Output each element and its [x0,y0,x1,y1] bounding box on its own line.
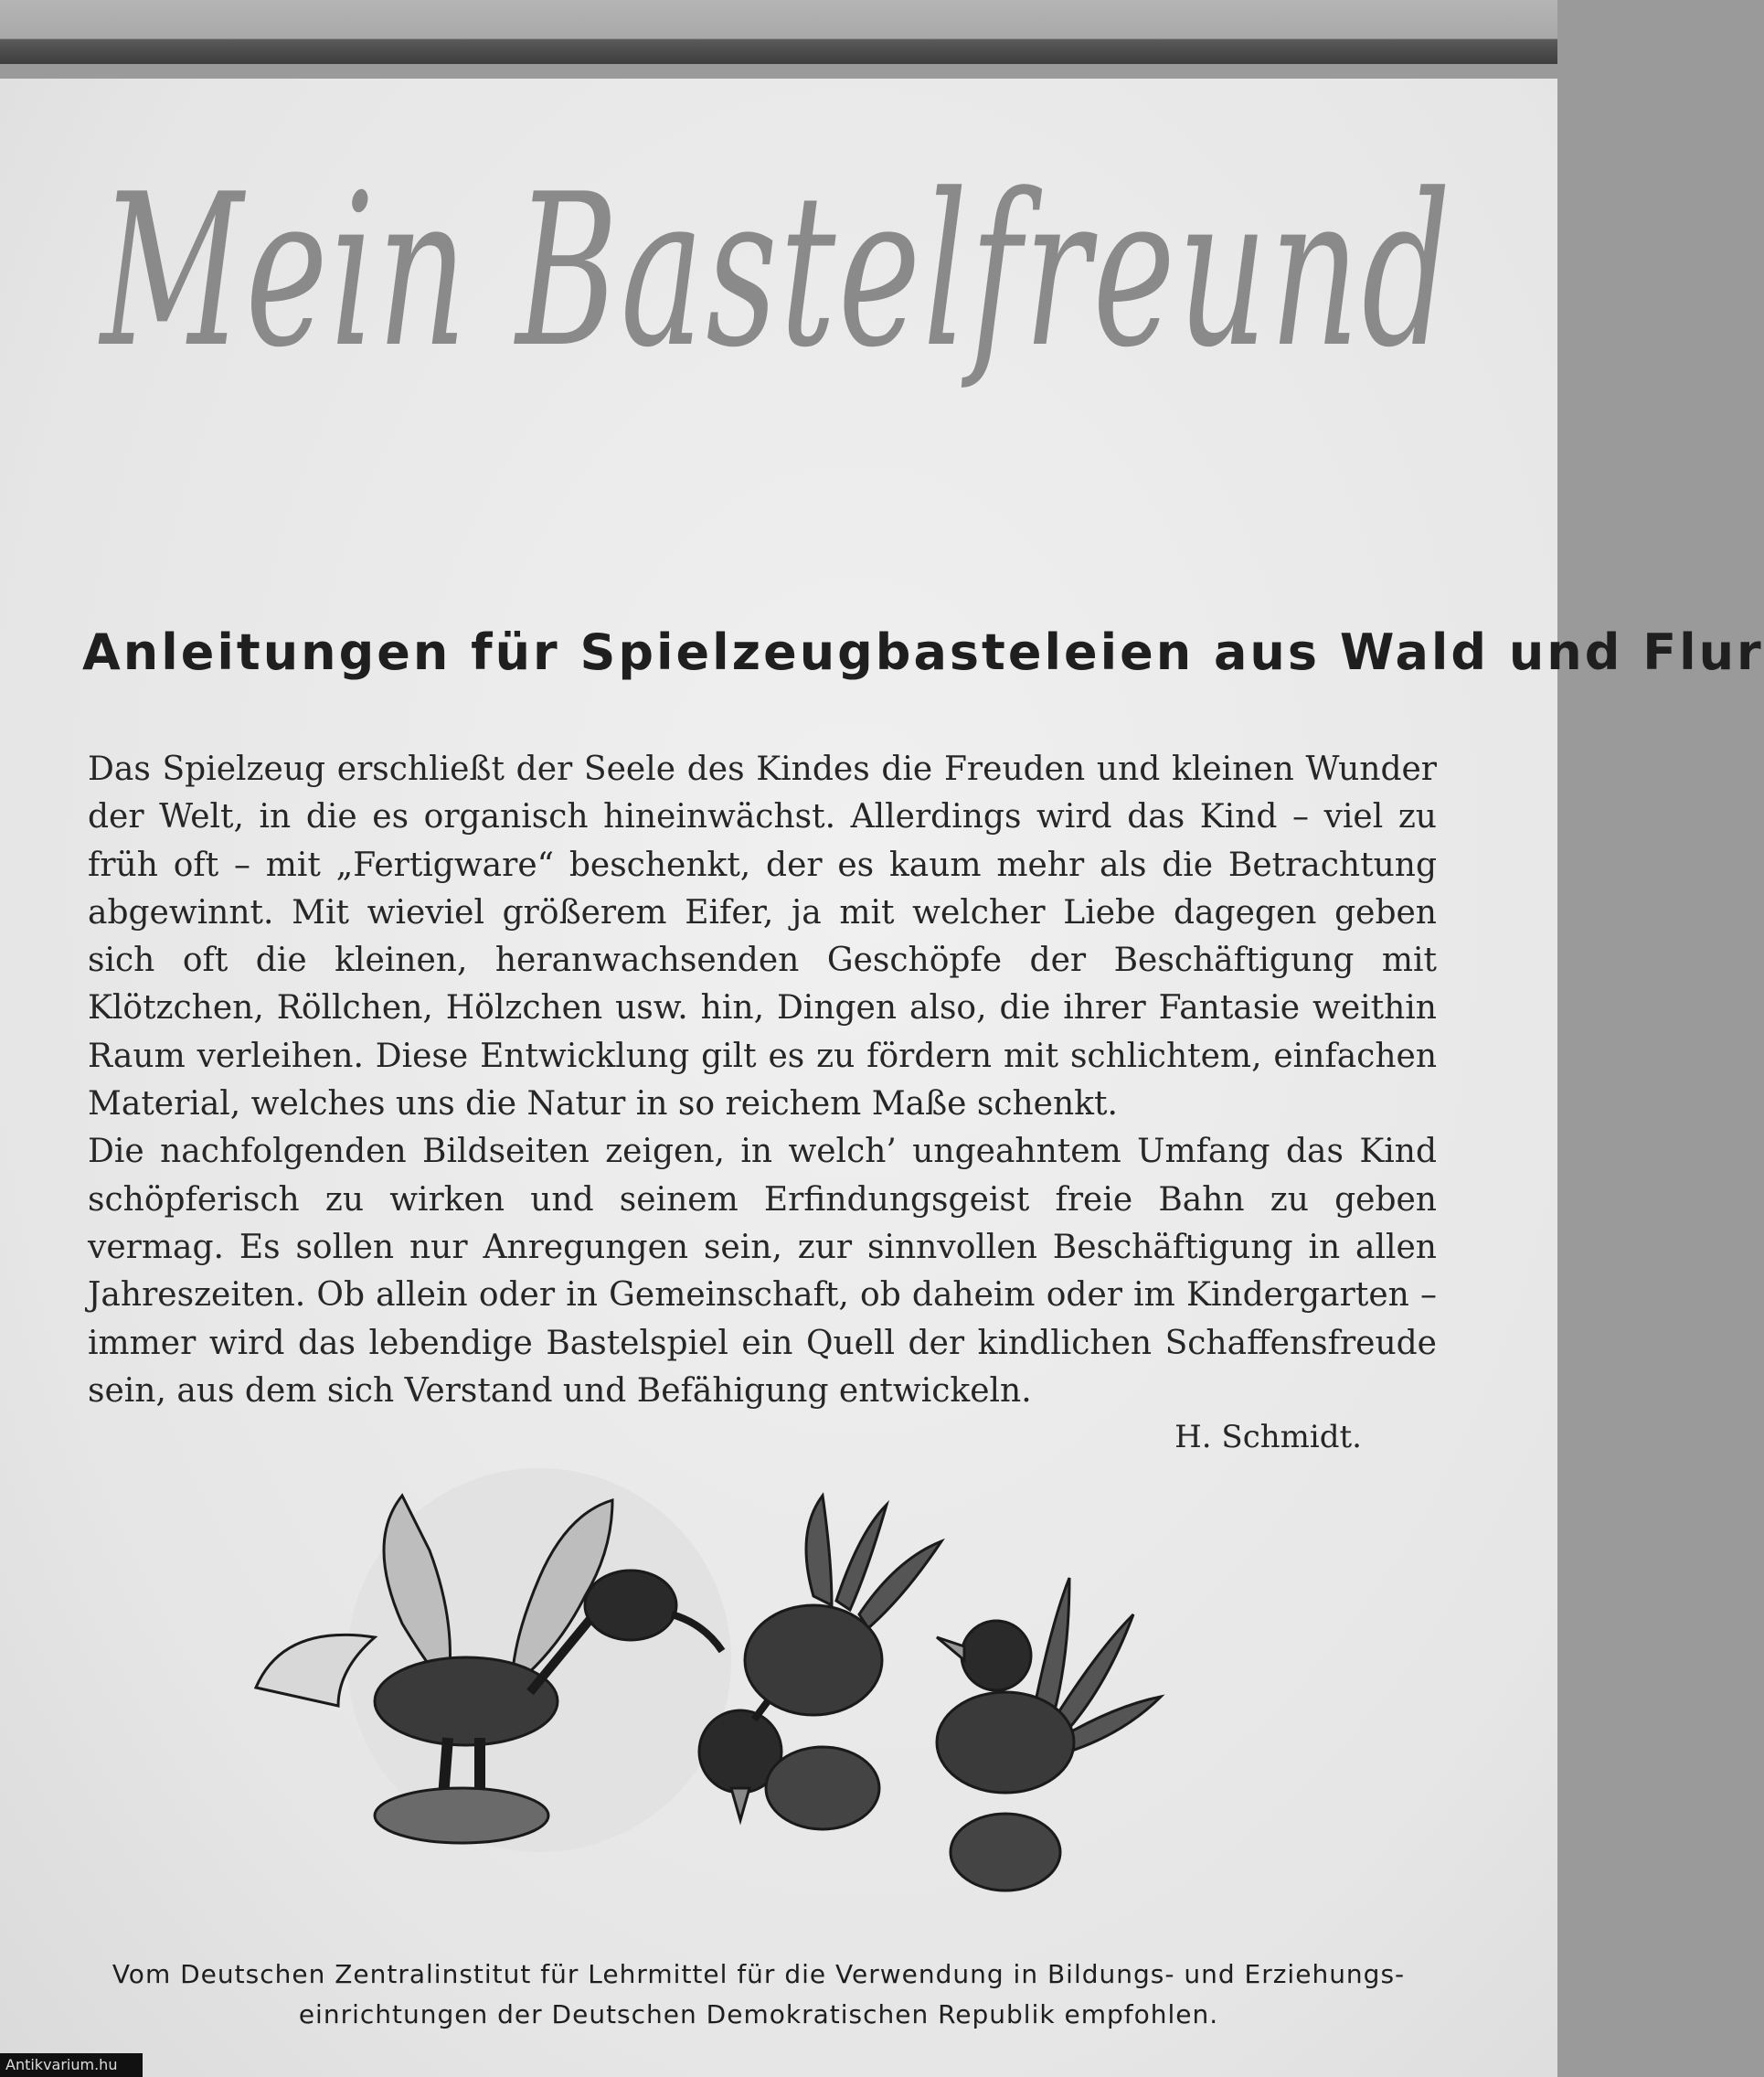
cone-base-3 [951,1814,1060,1891]
small-bird-bending [699,1496,941,1829]
subtitle: Anleitungen für Spielzeugbasteleien aus Wald und Flur [82,623,1764,681]
recommendation-line-2: einrichtungen der Deutschen Demokratischen Republik empfohlen. [298,1999,1219,2029]
bird-toys-drawing [228,1477,1197,1916]
cone-base-2 [766,1747,879,1829]
watermark-logo: Antikvarium.hu [0,2053,143,2077]
recommendation-note [82,1955,1435,2035]
recommendation-line-1: Vom Deutschen Zentralinstitut für Lehrmittel für die Verwendung in Bildungs- und Erziehungs- [112,1959,1406,1989]
acorn-body [375,1657,558,1745]
book-cover-edge [0,0,1557,64]
foreword-paragraph-2: Die nachfolgenden Bildseiten zeigen, in welch’ ungeahntem Umfang das Kind schöpferisch zu wirken und seinem Erfindungsgeist freie Bahn zu geben vermag. Es sollen nur Anregungen sein, zur sinnvollen Beschäftigung in allen Jahreszeiten. Ob allein oder in Gemeinschaft, ob daheim oder im Kindergarten – immer wird das lebendige Bastelspiel ein Quell der kindlichen Schaffensfreude sein, aus dem sich Verstand und Befähigung entwickeln. [88,1133,1437,1410]
script-title [0,79,1764,719]
feather-1 [806,1496,832,1605]
foreword-text [88,746,1437,1415]
beak-3 [937,1637,964,1660]
foreword-paragraph-1: Das Spielzeug erschließt der Seele des Kindes die Freuden und kleinen Wunder der Welt, in die es organisch hineinwächst. Allerdings wird das Kind – viel zu früh oft – mit „Fertigware“ beschenkt, der es kaum mehr als die Betrachtung abgewinnt. Mit wieviel größerem Eifer, ja mit welcher Liebe dagegen geben sich oft die kleinen, heranwachsenden Geschöpfe der Beschäftigung mit Klötzchen, Röllchen, Hölzchen usw. hin, Dingen also, die ihrer Fantasie weithin Raum verleihen. Diese Entwicklung gilt es zu fördern mit schlichtem, einfachen Material, welches uns die Natur in so reichem Maße schenkt. [88,751,1437,1124]
script-title-lettering [0,79,1764,719]
author-signature: H. Schmidt. [1174,1419,1362,1455]
bird-toys-illustration [228,1477,1197,1916]
beak-2 [731,1788,749,1820]
rosehip-head [585,1571,676,1640]
small-bird-upright [937,1578,1161,1891]
book-page [0,79,1764,2077]
body-2 [745,1605,882,1715]
head-3 [962,1621,1031,1690]
body-3 [937,1692,1074,1793]
wooden-base [375,1788,548,1843]
script-title-text: Mein Bastelfreund [98,150,1453,394]
